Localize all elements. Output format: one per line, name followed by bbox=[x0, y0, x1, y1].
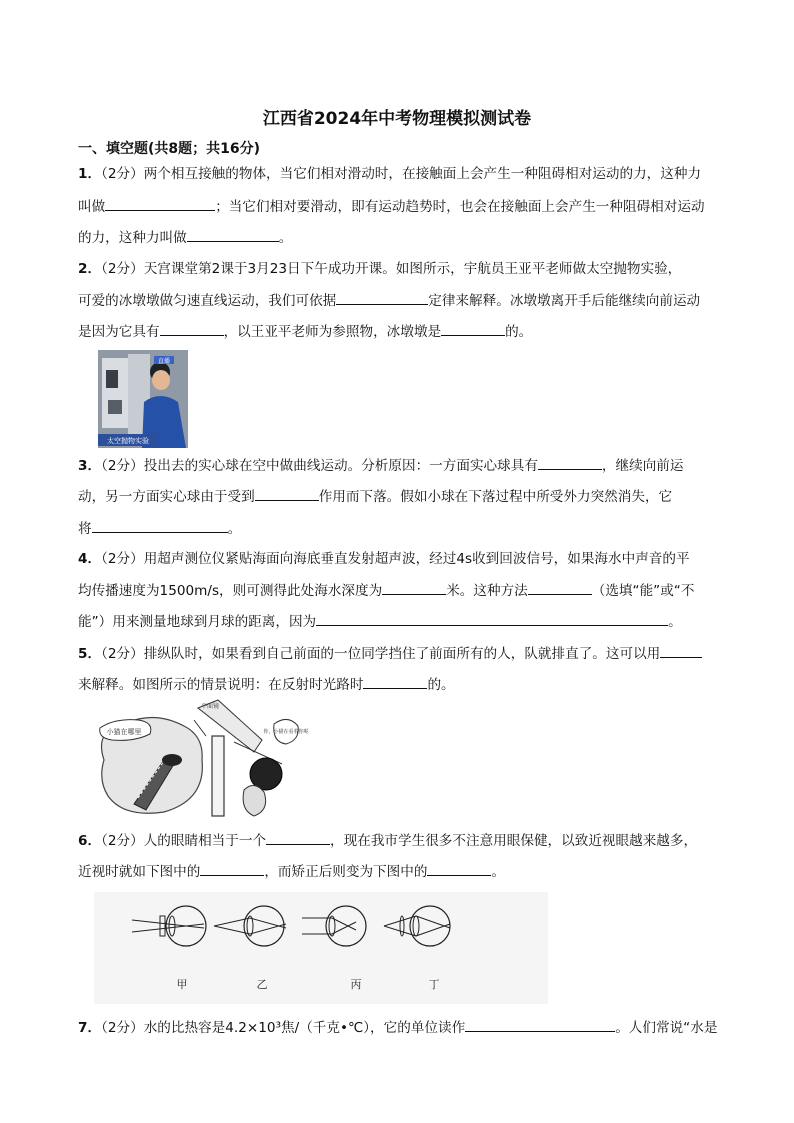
q5-score: （2分） bbox=[101, 646, 144, 662]
q4-text-2c: （选填“能”或“不 bbox=[591, 583, 695, 599]
q1-text-3a: 的力，这种力叫做 bbox=[78, 230, 187, 246]
q7-number: 7． bbox=[78, 1020, 102, 1036]
q5-number: 5． bbox=[78, 646, 102, 662]
mirror-cat-image bbox=[94, 700, 309, 822]
q6-text-2c: 。 bbox=[491, 864, 506, 880]
q1-blank-2[interactable] bbox=[187, 227, 279, 242]
q2-text-3a: 是因为它具有 bbox=[78, 324, 160, 340]
q6-blank-1[interactable] bbox=[266, 830, 330, 845]
bubble-top-text: 平面镜 bbox=[200, 703, 220, 710]
q1-text-2a: 叫做 bbox=[78, 199, 106, 215]
eye-label-bing: 丙 bbox=[350, 978, 362, 991]
q5-line-1 bbox=[78, 643, 702, 664]
q4-line-3 bbox=[78, 611, 682, 632]
image-caption: 太空抛物实验 bbox=[107, 437, 149, 445]
q5-text-2a: 来解释。如图所示的情景说明：在反射时光路时 bbox=[78, 677, 364, 693]
eye-label-yi: 乙 bbox=[256, 978, 268, 991]
q6-text-2a: 近视时就如下图中的 bbox=[78, 864, 201, 880]
q3-text-1a: 投出去的实心球在空中做曲线运动。分析原因：一方面实心球具有 bbox=[143, 458, 538, 474]
eye-diagram bbox=[94, 892, 548, 1004]
image-tag: 直播 bbox=[157, 358, 171, 365]
q5-text-2b: 的。 bbox=[427, 677, 455, 693]
q5-line-2 bbox=[78, 674, 455, 695]
q2-blank-3[interactable] bbox=[441, 321, 505, 336]
q2-text-2b: 定律来解释。冰墩墩离开手后能继续向前运动 bbox=[428, 293, 701, 309]
q4-line-2 bbox=[78, 580, 694, 601]
q6-line-1 bbox=[78, 830, 697, 851]
q4-blank-2[interactable] bbox=[528, 580, 592, 595]
q1-text-1: 两个相互接触的物体，当它们相对滑动时，在接触面上会产生一种阻碍相对运动的力，这种力 bbox=[143, 166, 702, 182]
q5-text-1: 排纵队时，如果看到自己前面的一位同学挡住了前面所有的人，队就排直了。这可以用 bbox=[143, 646, 661, 662]
q7-blank-1[interactable] bbox=[465, 1017, 615, 1032]
q2-line-1 bbox=[78, 259, 681, 279]
q7-text-1a: 水的比热容是4.2×10³焦/（千克•℃），它的单位读作 bbox=[143, 1020, 466, 1036]
q3-text-2a: 动，另一方面实心球由于受到 bbox=[78, 489, 255, 505]
q2-number: 2． bbox=[78, 261, 102, 277]
q3-text-3a: 将 bbox=[78, 521, 92, 537]
q4-text-2b: 米。这种方法 bbox=[446, 583, 528, 599]
eye-label-ding: 丁 bbox=[428, 978, 440, 991]
exam-title: 江西省2024年中考物理模拟测试卷 bbox=[262, 109, 532, 129]
q6-blank-3[interactable] bbox=[427, 861, 491, 876]
q6-text-1a: 人的眼睛相当于一个 bbox=[143, 833, 267, 849]
eye-label-jia: 甲 bbox=[176, 978, 188, 991]
q4-text-1: 用超声测位仪紧贴海面向海底垂直发射超声波，经过4s收到回波信号，如果海水中声音的平 bbox=[143, 551, 690, 567]
section-heading: 一、填空题(共8题；共16分) bbox=[78, 141, 261, 157]
q3-line-1 bbox=[78, 455, 683, 476]
q2-text-1: 天宫课堂第2课于3月23日下午成功开课。如图所示，宇航员王亚平老师做太空抛物实验， bbox=[143, 261, 682, 277]
q2-blank-2[interactable] bbox=[160, 321, 224, 336]
q4-score: （2分） bbox=[101, 551, 144, 567]
q2-text-3b: ，以王亚平老师为参照物，冰墩墩是 bbox=[223, 324, 442, 340]
q6-number: 6． bbox=[78, 833, 102, 849]
q3-blank-1[interactable] bbox=[538, 455, 602, 470]
q1-line-2 bbox=[78, 196, 705, 217]
bubble-left-text: 小猫在哪里 bbox=[106, 728, 142, 736]
q7-line-1 bbox=[78, 1017, 717, 1038]
q3-text-1b: ，继续向前运 bbox=[601, 458, 684, 474]
q2-score: （2分） bbox=[101, 261, 144, 277]
q5-blank-1[interactable] bbox=[660, 643, 702, 658]
q2-text-2a: 可爱的冰墩墩做匀速直线运动，我们可依据 bbox=[78, 293, 337, 309]
q2-line-3 bbox=[78, 321, 532, 342]
q4-text-3a: 能”）用来测量地球到月球的距离，因为 bbox=[78, 614, 317, 630]
q3-blank-2[interactable] bbox=[255, 486, 319, 501]
q3-text-2b: 作用而下落。假如小球在下落过程中所受外力突然消失，它 bbox=[318, 489, 673, 505]
q3-text-3b: 。 bbox=[227, 521, 242, 537]
space-photo-image bbox=[98, 350, 188, 448]
q4-text-2a: 均传播速度为1500m/s，则可测得此处海水深度为 bbox=[78, 583, 383, 599]
q1-score: （2分） bbox=[101, 166, 144, 182]
q2-text-3c: 的。 bbox=[505, 324, 533, 340]
q7-text-1b: 。人们常说“水是 bbox=[615, 1020, 718, 1036]
q1-text-3b: 。 bbox=[278, 230, 293, 246]
q1-number: 1． bbox=[78, 166, 102, 182]
q6-text-1b: ，现在我市学生很多不注意用眼保健，以致近视眼越来越多， bbox=[330, 833, 698, 849]
q4-line-1 bbox=[78, 549, 690, 569]
q3-blank-3[interactable] bbox=[92, 518, 228, 533]
bubble-right-text: 你，小猫在看着你呢 bbox=[263, 729, 309, 735]
q3-number: 3． bbox=[78, 458, 102, 474]
q3-score: （2分） bbox=[101, 458, 144, 474]
q1-line-3 bbox=[78, 227, 292, 248]
q1-blank-1[interactable] bbox=[105, 196, 215, 211]
q3-line-3 bbox=[78, 518, 241, 539]
q3-line-2 bbox=[78, 486, 672, 507]
q1-text-2b: ；当它们相对要滑动，即有运动趋势时，也会在接触面上会产生一种阻碍相对运动 bbox=[215, 199, 705, 215]
q6-score: （2分） bbox=[101, 833, 144, 849]
q1-line-1 bbox=[78, 164, 701, 184]
q7-score: （2分） bbox=[101, 1020, 144, 1036]
q6-text-2b: ，而矫正后则变为下图中的 bbox=[264, 864, 428, 880]
q5-blank-2[interactable] bbox=[363, 674, 427, 689]
q4-text-3b: 。 bbox=[668, 614, 682, 630]
q4-blank-1[interactable] bbox=[382, 580, 446, 595]
q2-line-2 bbox=[78, 290, 700, 311]
q6-blank-2[interactable] bbox=[200, 861, 264, 876]
q2-blank-1[interactable] bbox=[336, 290, 428, 305]
q4-number: 4． bbox=[78, 551, 102, 567]
q4-blank-3[interactable] bbox=[316, 611, 668, 626]
q6-line-2 bbox=[78, 861, 505, 882]
